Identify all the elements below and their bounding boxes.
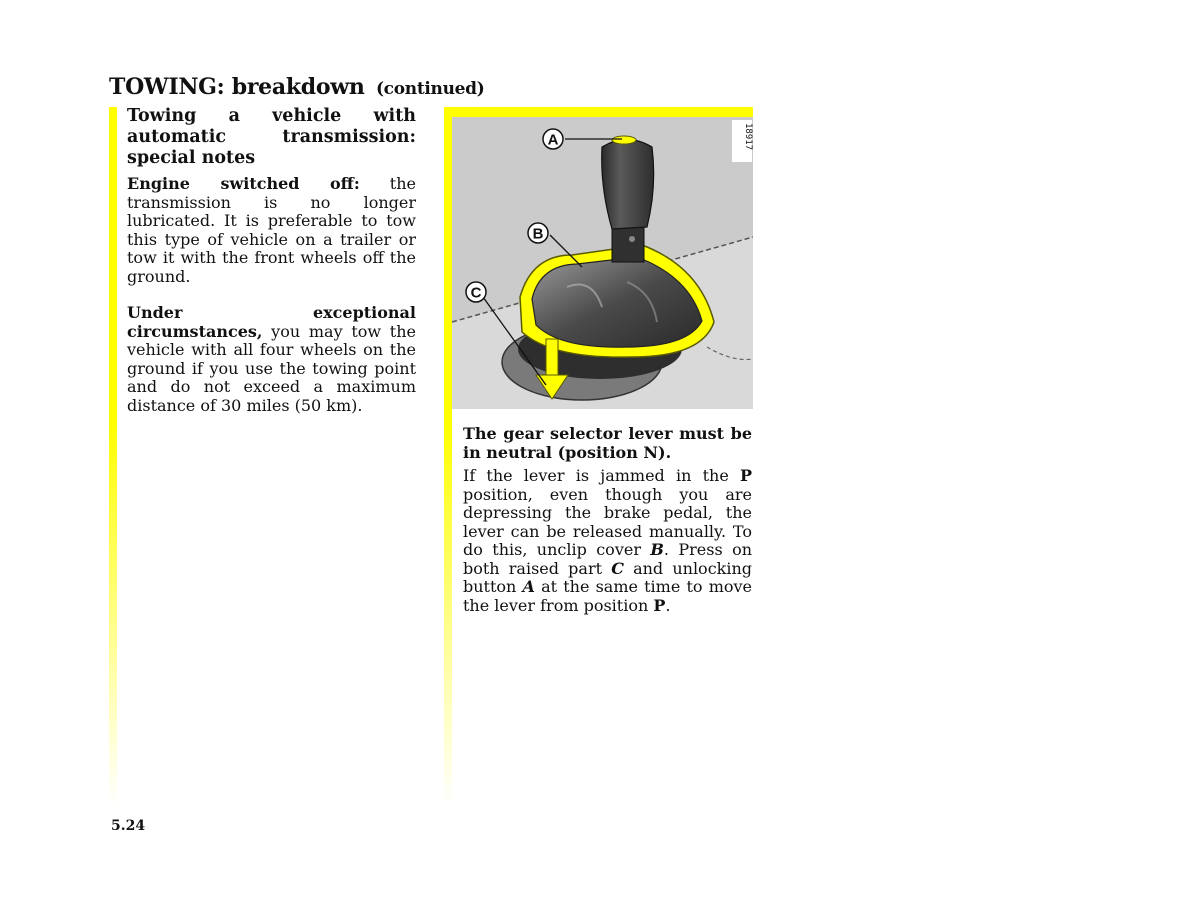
exceptional-lead: Under exceptional circumstances, xyxy=(127,303,416,341)
unlock-button-a xyxy=(612,136,636,144)
label-b: B xyxy=(532,225,544,243)
button-a-ref: A xyxy=(522,577,535,596)
figure-ref-code: 18917 xyxy=(743,123,753,151)
figure-top-bar xyxy=(444,107,753,117)
label-c: C xyxy=(470,284,482,302)
jammed-text-3: . Press on both raised part xyxy=(463,540,753,578)
position-p-ref-2: P xyxy=(653,595,666,615)
jammed-text-1: If the lever is jammed in the xyxy=(463,466,740,485)
left-margin-bar xyxy=(109,107,117,807)
title-main: TOWING: breakdown xyxy=(109,74,365,100)
engine-off-text: the transmission is no longer lubricated. It is preferable to tow this type of vehicle on a trailer or tow it with the front wheels off the ground. xyxy=(127,174,416,286)
position-p-ref: P xyxy=(739,466,752,485)
jammed-text-4: and unlocking button xyxy=(463,558,753,596)
title-continued: (continued) xyxy=(375,79,485,99)
gear-selector-illustration xyxy=(452,117,753,409)
page-number: 5.24 xyxy=(111,818,146,834)
jammed-lever-paragraph xyxy=(463,467,752,615)
cover-b-ref: B xyxy=(650,540,664,559)
exceptional-paragraph xyxy=(127,304,416,415)
neutral-note: The gear selector lever must be in neutral (position N). xyxy=(463,424,752,462)
gear-knob xyxy=(602,140,654,230)
left-column xyxy=(127,106,416,415)
gear-selector-figure xyxy=(452,117,753,409)
jammed-text-5: at the same time to move the lever from position xyxy=(463,577,753,615)
engine-off-paragraph xyxy=(127,175,416,286)
jammed-text-6: . xyxy=(665,595,671,615)
page-title xyxy=(109,74,485,100)
jammed-text-2: position, even though you are depressing the brake pedal, the lever can be released manually. To do this, unclip cover xyxy=(463,484,752,559)
exceptional-text: you may tow the vehicle with all four wheels on the ground if you use the towing point and do not exceed a maximum distance of 30 miles (50 km). xyxy=(127,321,416,415)
right-column xyxy=(463,425,752,615)
section-heading: Towing a vehicle with automatic transmission: special notes xyxy=(127,106,416,168)
right-margin-bar xyxy=(444,107,452,807)
engine-off-lead: Engine switched off: xyxy=(127,174,360,193)
label-a: A xyxy=(547,131,559,149)
raised-part-c-ref: C xyxy=(611,558,624,578)
